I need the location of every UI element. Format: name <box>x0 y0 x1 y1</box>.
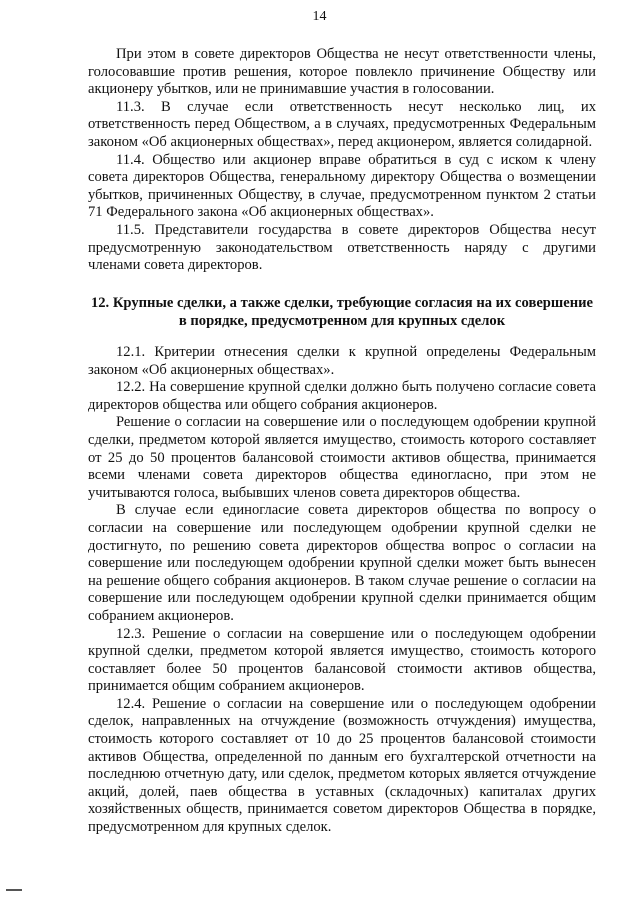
section-12-heading: 12. Крупные сделки, а также сделки, требующие согласия на их совершение в порядке, предусмотренном для крупных сделок <box>90 295 594 329</box>
paragraph-no-unanimity: В случае если единогласие совета директоров общества по вопросу о согласии на совершение или последующем одобрении крупной сделки не достигнуто, по решению совета директоров общества вопрос о согласии на совершение или последующем одобрении крупной сделки может быть вынесен на решение общего собрания акционеров. В таком случае решение о согласии на совершение или последующем одобрении крупной сделки принимается общим собранием акционеров. <box>88 502 596 624</box>
page-number: 14 <box>312 9 327 24</box>
section-11-text <box>88 46 596 275</box>
paragraph-12-3: 12.3. Решение о согласии на совершение или о последующем одобрении крупной сделки, предметом которой является имущество, стоимость которого составляет более 50 процентов балансовой стоимости активов общества, принимается общим собранием акционеров. <box>88 625 596 695</box>
paragraph-11-3: 11.3. В случае если ответственность несут несколько лиц, их ответственность перед Обществом, а в случаях, предусмотренных Федеральным законом «Об акционерных обществах», перед акционером, является солидарной. <box>88 98 596 150</box>
paragraph-directors-liability: При этом в совете директоров Общества не несут ответственности члены, голосовавшие против решения, которое повлекло причинение Обществу или акционеру убытков, или не принимавшие участия в голосовании. <box>88 46 596 98</box>
scan-edge-mark <box>6 889 22 891</box>
paragraph-unanimous-approval: Решение о согласии на совершение или о последующем одобрении крупной сделки, предметом которой является имущество, стоимость которого составляет от 25 до 50 процентов балансовой стоимости активов общества, принимается всеми членами совета директоров общества единогласно, при этом не учитываются голоса, выбывших членов совета директоров общества. <box>88 414 596 501</box>
paragraph-11-5: 11.5. Представители государства в совете директоров Общества несут предусмотренную законодательством ответственность наряду с другими членами совета директоров. <box>88 221 596 274</box>
paragraph-12-2: 12.2. На совершение крупной сделки должно быть получено согласие совета директоров общества или общего собрания акционеров. <box>88 379 596 413</box>
section-12-text <box>88 344 596 837</box>
paragraph-12-1: 12.1. Критерии отнесения сделки к крупной определены Федеральным законом «Об акционерных обществах». <box>88 344 596 378</box>
paragraph-11-4: 11.4. Общество или акционер вправе обратиться в суд с иском к члену совета директоров Общества, генеральному директору Общества о возмещении убытков, причиненных Обществу, в случае, предусмотренном пунктом 2 статьи 71 Федерального закона «Об акционерных обществах». <box>88 151 596 221</box>
paragraph-12-4: 12.4. Решение о согласии на совершение или о последующем одобрении сделок, направленных на отчуждение (возможность отчуждения) имущества, стоимость которого составляет от 10 до 25 процентов балансовой стоимости активов Общества, определенной по данным его бухгалтерской отчетности на последнюю отчетную дату, или сделок, предметом которых является отчуждение акций, долей, паев общества в уставных (складочных) капиталах других хозяйственных обществ, принимается советом директоров Общества в порядке, предусмотренном для крупных сделок. <box>88 695 596 836</box>
